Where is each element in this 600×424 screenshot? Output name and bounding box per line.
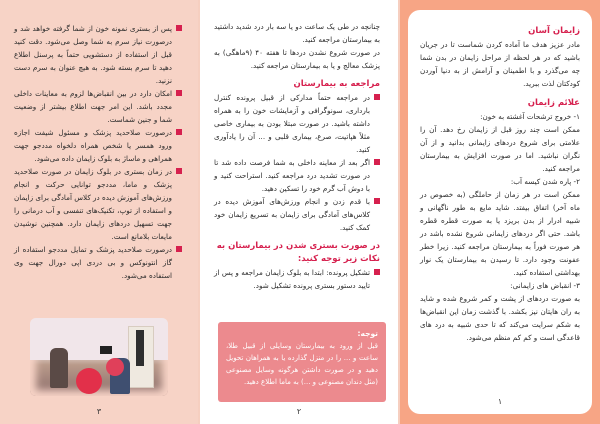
- page-number: ۱: [497, 397, 503, 406]
- bullet-item: در مراجعه حتماً مدارکی از قبیل پرونده کنترل بارداری، سونوگرافی و آزمایشات خون را به همراه داشته باشید. در صورت مبتلا بودن به بیماری خاصی مثلاً هپاتیت، صرع، بیماری قلبی و ... آن را یادآوری کنید.: [214, 91, 380, 156]
- panel-page-3: [0, 0, 198, 424]
- bullet-item: درصورت صلاحدید پزشک و تمایل مددجو استفاده از گاز انتونوکس و بی دردی اپی دورال جهت وی استفاده می‌شود.: [14, 243, 182, 282]
- page-number: ۲: [296, 407, 302, 416]
- sign-label: ۳- انقباض های زایمانی:: [510, 281, 580, 290]
- bullet-item: اگر بعد از معاینه داخلی به شما فرصت داده شد تا در صورت تشدید درد مراجعه کنید. استراحت کنید و با دوش آب گرم خود را تسکین دهید.: [214, 156, 380, 195]
- note-box: [218, 322, 386, 402]
- sign-text: ممکن است در هر زمان از حاملگی (به خصوص در ماه آخر) اتفاق بیفتد. شاید مایع به طور ناگهانی و شبیه ادرار از بدن بریزد یا به صورت قطره قطره باشد. حتی اگر دردهای زایمانی شروع نشده باشد در هر صورت فوراً به بیمارستان مراجعه کنید. زیرا خطر عفونت وجود دارد. تا رسیدن به بیمارستان یک نوار بهداشتی استفاده کنید.: [420, 190, 580, 277]
- admission-title: در صورت بستری شدن در بیمارستان به نکات زیر توجه کنید:: [216, 241, 380, 264]
- exercise-room-photo: [30, 318, 168, 396]
- content-card: [408, 10, 592, 414]
- section-title: مراجعه به بیمارستان: [293, 79, 380, 89]
- bullet-item: تشکیل پرونده: ابتدا به بلوک زایمان مراجعه و پس از تایید دستور بستری پرونده تشکیل شود.: [214, 266, 380, 292]
- intro-paragraph: چنانچه در طی یک ساعت دو یا سه بار درد شدید داشتید به بیمارستان مراجعه کنید.: [214, 22, 380, 44]
- bullet-item: در زمان بستری در بلوک زایمان در صورت صلاحدید پزشک و ماما، مددجو توانایی حرکت و انجام ورزش‌های آموزش دیده در کلاس آمادگی برای زایمان و استفاده از توپ، تکنیک‌های تنفسی و آب درمانی را جهت تسهیل دردهای زایمان دارد. همچنین نوشیدن مایعات بلامانع است.: [14, 165, 182, 243]
- section-title: علائم زایمان: [527, 98, 580, 108]
- panel-page-2: [200, 0, 398, 424]
- main-title: زایمان آسان: [528, 26, 580, 36]
- bullet-item: امکان دارد در بین انقباض‌ها لزوم به معاینات داخلی مجدد باشد. این امر جهت اطلاع بیشتر از وضعیت شما و جنین شماست.: [14, 87, 182, 126]
- sign-label: ۱- خروج ترشحات آغشته به خون:: [480, 112, 580, 121]
- bullet-item: پس از بستری نمونه خون از شما گرفته خواهد شد و درصورت نیاز سرم به شما وصل می‌شود. دقت کنید قبل از استفاده از دستشویی حتماً به پرسنل اطلاع دهید تا سرم بسته شود. به هیچ عنوان به سرم دست نزنید.: [14, 22, 182, 87]
- sign-text: به صورت دردهای از پشت و کمر شروع شده و شاید به ران هایتان نیز بکشد. با گذشت زمان این انقباض‌ها به شکم سرایت می‌کند که تا حدی شبیه به درد های قاعدگی است و کم کم منظم می‌شود.: [420, 294, 580, 342]
- intro-paragraph: مادر عزیز هدف ما آماده کردن شماست تا در جریان باشید که در هر لحظه از مراحل زایمان در بدن شما چه می‌گذرد و با اطمینان و آرامش از به دنیا آوردن کودکتان لذت ببرید.: [420, 40, 580, 88]
- bullet-item: با قدم زدن و انجام ورزش‌های آموزش دیده در کلاس‌های آمادگی برای زایمان به تسریع زایمان خود کمک کنید.: [214, 195, 380, 234]
- page-number: ۳: [96, 407, 102, 416]
- sign-label: ۲- پاره شدن کیسه آب:: [510, 177, 580, 186]
- note-text: قبل از ورود به بیمارستان وسایلی از قبیل طلا، ساعت و ... را در منزل گذارده یا به همراهان تحویل دهید و در صورت داشتن هرگونه وسایل مصنوعی (مثل دندان مصنوعی و ...) به ماما اطلاع دهید.: [226, 342, 378, 386]
- bullet-item: درصورت صلاحدید پزشک و مسئول شیفت اجازه ورود همسر یا شخص همراه دلخواه مددجو جهت همراهی و ماساژ به بلوک زایمان داده می‌شود.: [14, 126, 182, 165]
- sign-text: ممکن است چند روز قبل از زایمان رخ دهد. آن را علامتی برای شروع دردهای زایمانی بدانید و از آن نگران نباشید. اما در صورت افزایش به بیمارستان مراجعه کنید.: [420, 125, 580, 173]
- intro-paragraph: در صورت شروع نشدن دردها تا هفته ۴۰ (۹ماهگی) به پزشک معالج و یا به بیمارستان مراجعه کنید.: [214, 48, 381, 70]
- note-title: توجه:: [357, 329, 378, 338]
- panel-page-1: [400, 0, 600, 424]
